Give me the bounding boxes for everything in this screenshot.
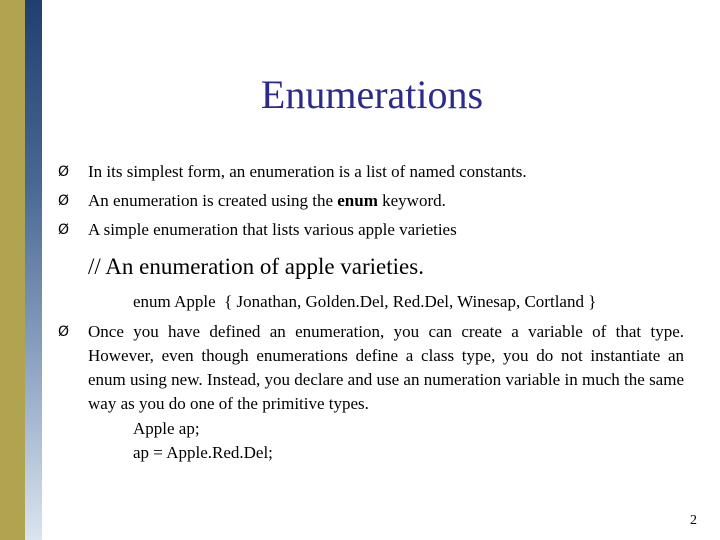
page-number: 2 xyxy=(690,513,697,528)
bullet-text-part: A simple enumeration that lists various apple varieties xyxy=(88,220,457,239)
bullet-text-part: keyword. xyxy=(377,191,446,210)
bullet-text: Once you have defined an enumeration, you can create a variable of that type. However, even though enumerations define a class type, you do not instantiate an enum using new. Instead, you declare and use an numeration variable in much the same way as you do one of the primitive types. xyxy=(88,322,684,413)
code-comment: // An enumeration of apple varieties. xyxy=(88,254,424,279)
code-line-assignment: ap = Apple.Red.Del; xyxy=(133,443,273,462)
enum-keyword: enum xyxy=(337,191,378,210)
bullet-text xyxy=(88,160,684,184)
code-line-declaration: Apple ap; xyxy=(133,419,200,438)
bullet-text-part: An enumeration is created using the xyxy=(88,191,338,210)
bullet-text xyxy=(88,189,684,213)
bullet-arrow-icon: Ø xyxy=(58,324,70,340)
bullet-text-part: In its simplest form, an enumeration is a list of named constants. xyxy=(88,162,527,181)
enum-declaration-code: enum Apple { Jonathan, Golden.Del, Red.Del, Winesap, Cortland } xyxy=(133,292,597,311)
left-olive-stripe xyxy=(0,0,25,540)
bullet-text xyxy=(88,218,684,242)
slide-title: Enumerations xyxy=(260,72,484,117)
left-blue-gradient-stripe xyxy=(25,0,42,540)
bullet-arrow-icon: Ø xyxy=(58,222,70,238)
bullet-arrow-icon: Ø xyxy=(58,193,70,209)
bullet-arrow-icon: Ø xyxy=(58,164,70,180)
